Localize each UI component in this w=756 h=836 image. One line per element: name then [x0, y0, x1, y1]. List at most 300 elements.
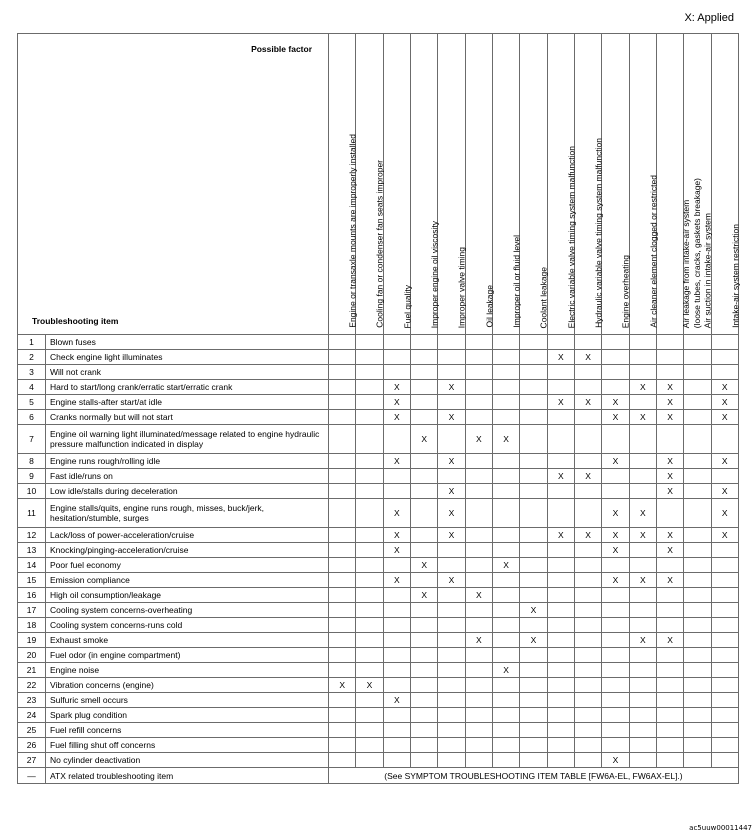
applied-mark: X	[410, 425, 437, 454]
factor-cell	[492, 528, 519, 543]
factor-cell	[574, 335, 601, 350]
factor-cell	[356, 723, 383, 738]
factor-cell	[602, 618, 629, 633]
table-row	[18, 335, 739, 350]
applied-mark: X	[356, 678, 383, 693]
factor-cell	[684, 633, 711, 648]
factor-cell	[410, 678, 437, 693]
factor-cell	[465, 663, 492, 678]
factor-cell	[547, 633, 574, 648]
factor-cell	[656, 558, 683, 573]
column-header-line: Engine overheating	[620, 254, 631, 328]
row-item: Fuel odor (in engine compartment)	[46, 648, 329, 663]
factor-cell	[465, 573, 492, 588]
row-item: Vibration concerns (engine)	[46, 678, 329, 693]
applied-mark: X	[574, 469, 601, 484]
applied-mark: X	[438, 410, 465, 425]
table-row	[18, 753, 739, 768]
factor-cell	[465, 648, 492, 663]
factor-cell	[465, 708, 492, 723]
factor-cell	[438, 365, 465, 380]
factor-cell	[465, 528, 492, 543]
row-number: 16	[18, 588, 46, 603]
header-corner	[18, 34, 329, 335]
factor-cell	[520, 425, 547, 454]
factor-cell	[356, 410, 383, 425]
factor-cell	[438, 618, 465, 633]
table-row	[18, 633, 739, 648]
table-row	[18, 663, 739, 678]
factor-cell	[520, 693, 547, 708]
row-item: Fast idle/runs on	[46, 469, 329, 484]
factor-cell	[574, 454, 601, 469]
factor-cell	[383, 753, 410, 768]
factor-cell	[465, 469, 492, 484]
applied-mark: X	[711, 395, 738, 410]
factor-cell	[356, 365, 383, 380]
factor-cell	[465, 738, 492, 753]
column-header-line: Intake-air system restriction	[730, 224, 741, 328]
factor-cell	[410, 738, 437, 753]
factor-cell	[656, 588, 683, 603]
column-header-line: Improper engine oil viscosity	[429, 220, 440, 328]
factor-cell	[574, 693, 601, 708]
column-header-line: Air suction in intake-air system	[702, 212, 713, 328]
factor-cell	[547, 484, 574, 499]
factor-cell	[547, 663, 574, 678]
table-row	[18, 573, 739, 588]
factor-cell	[684, 365, 711, 380]
row-number: 8	[18, 454, 46, 469]
table-row	[18, 738, 739, 753]
factor-cell	[520, 484, 547, 499]
applied-mark: X	[602, 395, 629, 410]
applied-mark: X	[656, 528, 683, 543]
applied-mark: X	[383, 543, 410, 558]
factor-cell	[656, 499, 683, 528]
factor-cell	[438, 603, 465, 618]
factor-cell	[684, 678, 711, 693]
factor-cell	[438, 678, 465, 693]
row-number: 12	[18, 528, 46, 543]
factor-cell	[520, 499, 547, 528]
table-row	[18, 350, 739, 365]
factor-cell	[520, 395, 547, 410]
factor-cell	[520, 335, 547, 350]
factor-cell	[520, 678, 547, 693]
row-item: Engine noise	[46, 663, 329, 678]
factor-cell	[383, 603, 410, 618]
applied-mark: X	[547, 469, 574, 484]
table-row	[18, 603, 739, 618]
factor-cell	[492, 335, 519, 350]
atx-row-item: ATX related troubleshooting item	[46, 768, 329, 784]
factor-cell	[465, 380, 492, 395]
factor-cell	[438, 633, 465, 648]
factor-cell	[356, 528, 383, 543]
applied-mark: X	[329, 678, 356, 693]
factor-cell	[492, 603, 519, 618]
factor-cell	[329, 618, 356, 633]
factor-cell	[684, 558, 711, 573]
applied-mark: X	[465, 425, 492, 454]
factor-cell	[520, 380, 547, 395]
row-number: 24	[18, 708, 46, 723]
row-item: Blown fuses	[46, 335, 329, 350]
factor-cell	[602, 425, 629, 454]
factor-cell	[438, 723, 465, 738]
factor-cell	[602, 708, 629, 723]
row-item: Lack/loss of power-acceleration/cruise	[46, 528, 329, 543]
factor-cell	[492, 723, 519, 738]
factor-cell	[410, 469, 437, 484]
factor-cell	[329, 588, 356, 603]
row-item: Will not crank	[46, 365, 329, 380]
factor-cell	[684, 708, 711, 723]
applied-mark: X	[465, 588, 492, 603]
factor-cell	[602, 335, 629, 350]
factor-cell	[329, 425, 356, 454]
factor-cell	[465, 678, 492, 693]
factor-cell	[329, 365, 356, 380]
factor-cell	[629, 425, 656, 454]
factor-cell	[629, 603, 656, 618]
factor-cell	[383, 350, 410, 365]
factor-cell	[438, 395, 465, 410]
column-header-line: Air cleaner element clogged or restricted	[648, 175, 659, 328]
column-header-text	[730, 224, 741, 328]
column-header	[329, 34, 356, 335]
row-number: 13	[18, 543, 46, 558]
factor-cell	[329, 484, 356, 499]
factor-cell	[574, 380, 601, 395]
factor-cell	[656, 365, 683, 380]
factor-cell	[574, 708, 601, 723]
factor-cell	[602, 350, 629, 365]
factor-cell	[438, 738, 465, 753]
applied-mark: X	[410, 558, 437, 573]
column-header	[465, 34, 495, 335]
factor-cell	[711, 335, 738, 350]
row-number: 3	[18, 365, 46, 380]
factor-cell	[410, 380, 437, 395]
row-item: High oil consumption/leakage	[46, 588, 329, 603]
factor-cell	[356, 663, 383, 678]
factor-cell	[547, 425, 574, 454]
factor-cell	[684, 425, 711, 454]
factor-cell	[438, 588, 465, 603]
table-row	[18, 469, 739, 484]
factor-cell	[602, 380, 629, 395]
column-header-line: Engine or transaxle mounts are improperly installed	[347, 134, 358, 328]
factor-cell	[492, 678, 519, 693]
table-row	[18, 380, 739, 395]
table-row	[18, 678, 739, 693]
factor-cell	[629, 708, 656, 723]
table-row	[18, 410, 739, 425]
factor-cell	[329, 693, 356, 708]
factor-cell	[684, 410, 711, 425]
factor-cell	[329, 633, 356, 648]
factor-cell	[465, 543, 492, 558]
factor-cell	[383, 618, 410, 633]
factor-cell	[410, 335, 437, 350]
factor-cell	[356, 469, 383, 484]
factor-cell	[438, 469, 465, 484]
factor-cell	[656, 425, 683, 454]
factor-cell	[547, 648, 574, 663]
column-header-line: Cooling fan or condenser fan seats improper	[374, 160, 385, 328]
factor-cell	[547, 753, 574, 768]
applied-mark: X	[656, 543, 683, 558]
applied-mark: X	[629, 633, 656, 648]
factor-cell	[410, 708, 437, 723]
factor-cell	[547, 573, 574, 588]
factor-cell	[574, 603, 601, 618]
row-number: 19	[18, 633, 46, 648]
factor-cell	[356, 738, 383, 753]
applied-mark: X	[656, 573, 683, 588]
factor-cell	[492, 693, 519, 708]
row-number: 26	[18, 738, 46, 753]
factor-cell	[711, 425, 738, 454]
factor-cell	[602, 603, 629, 618]
factor-cell	[410, 484, 437, 499]
row-item: Check engine light illuminates	[46, 350, 329, 365]
factor-cell	[684, 618, 711, 633]
factor-cell	[574, 738, 601, 753]
factor-cell	[684, 469, 711, 484]
factor-cell	[492, 484, 519, 499]
factor-cell	[602, 588, 629, 603]
applied-mark: X	[438, 573, 465, 588]
factor-cell	[520, 410, 547, 425]
factor-cell	[602, 484, 629, 499]
factor-cell	[547, 365, 574, 380]
applied-mark: X	[574, 395, 601, 410]
factor-cell	[465, 335, 492, 350]
factor-cell	[711, 678, 738, 693]
factor-cell	[684, 528, 711, 543]
factor-cell	[383, 558, 410, 573]
row-item: Fuel refill concerns	[46, 723, 329, 738]
factor-cell	[574, 663, 601, 678]
factor-cell	[711, 618, 738, 633]
column-header-line: (loose tubes, cracks, gaskets breakage)	[692, 177, 703, 328]
applied-mark: X	[492, 558, 519, 573]
factor-cell	[684, 499, 711, 528]
factor-cell	[465, 365, 492, 380]
row-item: Engine runs rough/rolling idle	[46, 454, 329, 469]
row-number: 9	[18, 469, 46, 484]
factor-cell	[356, 603, 383, 618]
factor-cell	[465, 454, 492, 469]
factor-cell	[410, 648, 437, 663]
factor-cell	[574, 543, 601, 558]
applied-mark: X	[629, 499, 656, 528]
factor-cell	[656, 350, 683, 365]
factor-cell	[356, 484, 383, 499]
factor-cell	[329, 395, 356, 410]
applied-mark: X	[629, 380, 656, 395]
row-number: 27	[18, 753, 46, 768]
factor-cell	[356, 499, 383, 528]
factor-cell	[547, 678, 574, 693]
column-header	[438, 34, 465, 335]
factor-cell	[329, 499, 356, 528]
factor-cell	[547, 588, 574, 603]
column-header-line: Oil leakage	[484, 285, 495, 328]
factor-cell	[465, 558, 492, 573]
applied-mark: X	[438, 484, 465, 499]
factor-cell	[602, 633, 629, 648]
factor-cell	[602, 469, 629, 484]
factor-cell	[410, 499, 437, 528]
applied-mark: X	[629, 528, 656, 543]
factor-cell	[383, 588, 410, 603]
factor-cell	[656, 603, 683, 618]
row-number: 4	[18, 380, 46, 395]
factor-cell	[520, 365, 547, 380]
row-item: Spark plug condition	[46, 708, 329, 723]
factor-cell	[547, 543, 574, 558]
factor-cell	[356, 380, 383, 395]
applied-mark: X	[383, 410, 410, 425]
factor-cell	[329, 380, 356, 395]
factor-cell	[492, 499, 519, 528]
factor-cell	[656, 648, 683, 663]
applied-mark: X	[656, 484, 683, 499]
factor-cell	[574, 365, 601, 380]
row-item: Cooling system concerns-runs cold	[46, 618, 329, 633]
column-header	[356, 34, 383, 335]
factor-cell	[547, 618, 574, 633]
factor-cell	[656, 738, 683, 753]
factor-cell	[547, 558, 574, 573]
factor-cell	[711, 558, 738, 573]
table-row	[18, 484, 739, 499]
factor-cell	[410, 663, 437, 678]
factor-cell	[465, 618, 492, 633]
factor-cell	[547, 499, 574, 528]
factor-cell	[410, 723, 437, 738]
factor-cell	[356, 588, 383, 603]
factor-cell	[602, 693, 629, 708]
factor-cell	[602, 663, 629, 678]
factor-cell	[520, 753, 547, 768]
factor-cell	[492, 738, 519, 753]
factor-cell	[383, 648, 410, 663]
factor-cell	[383, 425, 410, 454]
factor-cell	[410, 618, 437, 633]
factor-cell	[356, 558, 383, 573]
atx-reference-note: (See SYMPTOM TROUBLESHOOTING ITEM TABLE [FW6A-EL, FW6AX-EL].)	[329, 768, 739, 784]
factor-cell	[410, 410, 437, 425]
atx-row	[18, 768, 739, 784]
factor-cell	[438, 350, 465, 365]
row-item: Engine oil warning light illuminated/message related to engine hydraulic pressure malfunction indicated in display	[46, 425, 329, 454]
column-header	[520, 34, 547, 335]
table-row	[18, 693, 739, 708]
applied-mark: X	[656, 380, 683, 395]
table-row	[18, 648, 739, 663]
applied-mark: X	[574, 528, 601, 543]
factor-cell	[329, 738, 356, 753]
row-number: 1	[18, 335, 46, 350]
factor-cell	[383, 723, 410, 738]
applied-mark: X	[656, 410, 683, 425]
applied-mark: X	[383, 573, 410, 588]
factor-cell	[383, 469, 410, 484]
column-header-line: Fuel quality	[402, 284, 413, 328]
column-header	[711, 34, 741, 335]
document-code: ac5uuw00011447	[689, 824, 752, 832]
factor-cell	[711, 350, 738, 365]
applied-mark: X	[711, 380, 738, 395]
factor-cell	[684, 350, 711, 365]
factor-cell	[329, 410, 356, 425]
factor-cell	[629, 543, 656, 558]
factor-cell	[520, 648, 547, 663]
row-item: Poor fuel economy	[46, 558, 329, 573]
factor-cell	[684, 648, 711, 663]
applied-mark: X	[547, 350, 574, 365]
column-header	[656, 34, 703, 335]
factor-cell	[383, 484, 410, 499]
factor-cell	[574, 753, 601, 768]
column-header	[574, 34, 604, 335]
factor-cell	[410, 365, 437, 380]
factor-cell	[329, 350, 356, 365]
row-item: Cranks normally but will not start	[46, 410, 329, 425]
factor-cell	[492, 410, 519, 425]
row-number: 23	[18, 693, 46, 708]
factor-cell	[656, 693, 683, 708]
factor-cell	[629, 588, 656, 603]
factor-cell	[629, 454, 656, 469]
applied-mark: X	[656, 469, 683, 484]
row-item: Knocking/pinging-acceleration/cruise	[46, 543, 329, 558]
factor-cell	[711, 708, 738, 723]
factor-cell	[547, 454, 574, 469]
row-number: 17	[18, 603, 46, 618]
row-item: Emission compliance	[46, 573, 329, 588]
factor-cell	[629, 753, 656, 768]
factor-cell	[629, 648, 656, 663]
applied-mark: X	[656, 633, 683, 648]
table-row	[18, 588, 739, 603]
factor-cell	[711, 663, 738, 678]
factor-cell	[410, 603, 437, 618]
factor-cell	[492, 588, 519, 603]
applied-mark: X	[492, 663, 519, 678]
table-row	[18, 365, 739, 380]
factor-cell	[711, 588, 738, 603]
factor-cell	[629, 723, 656, 738]
table-row	[18, 499, 739, 528]
table-body	[18, 335, 739, 784]
factor-cell	[329, 723, 356, 738]
factor-cell	[656, 335, 683, 350]
factor-cell	[329, 454, 356, 469]
factor-cell	[383, 365, 410, 380]
applied-mark: X	[574, 350, 601, 365]
factor-cell	[684, 335, 711, 350]
column-header	[684, 34, 711, 335]
factor-cell	[574, 678, 601, 693]
factor-cell	[329, 663, 356, 678]
applied-mark: X	[383, 528, 410, 543]
